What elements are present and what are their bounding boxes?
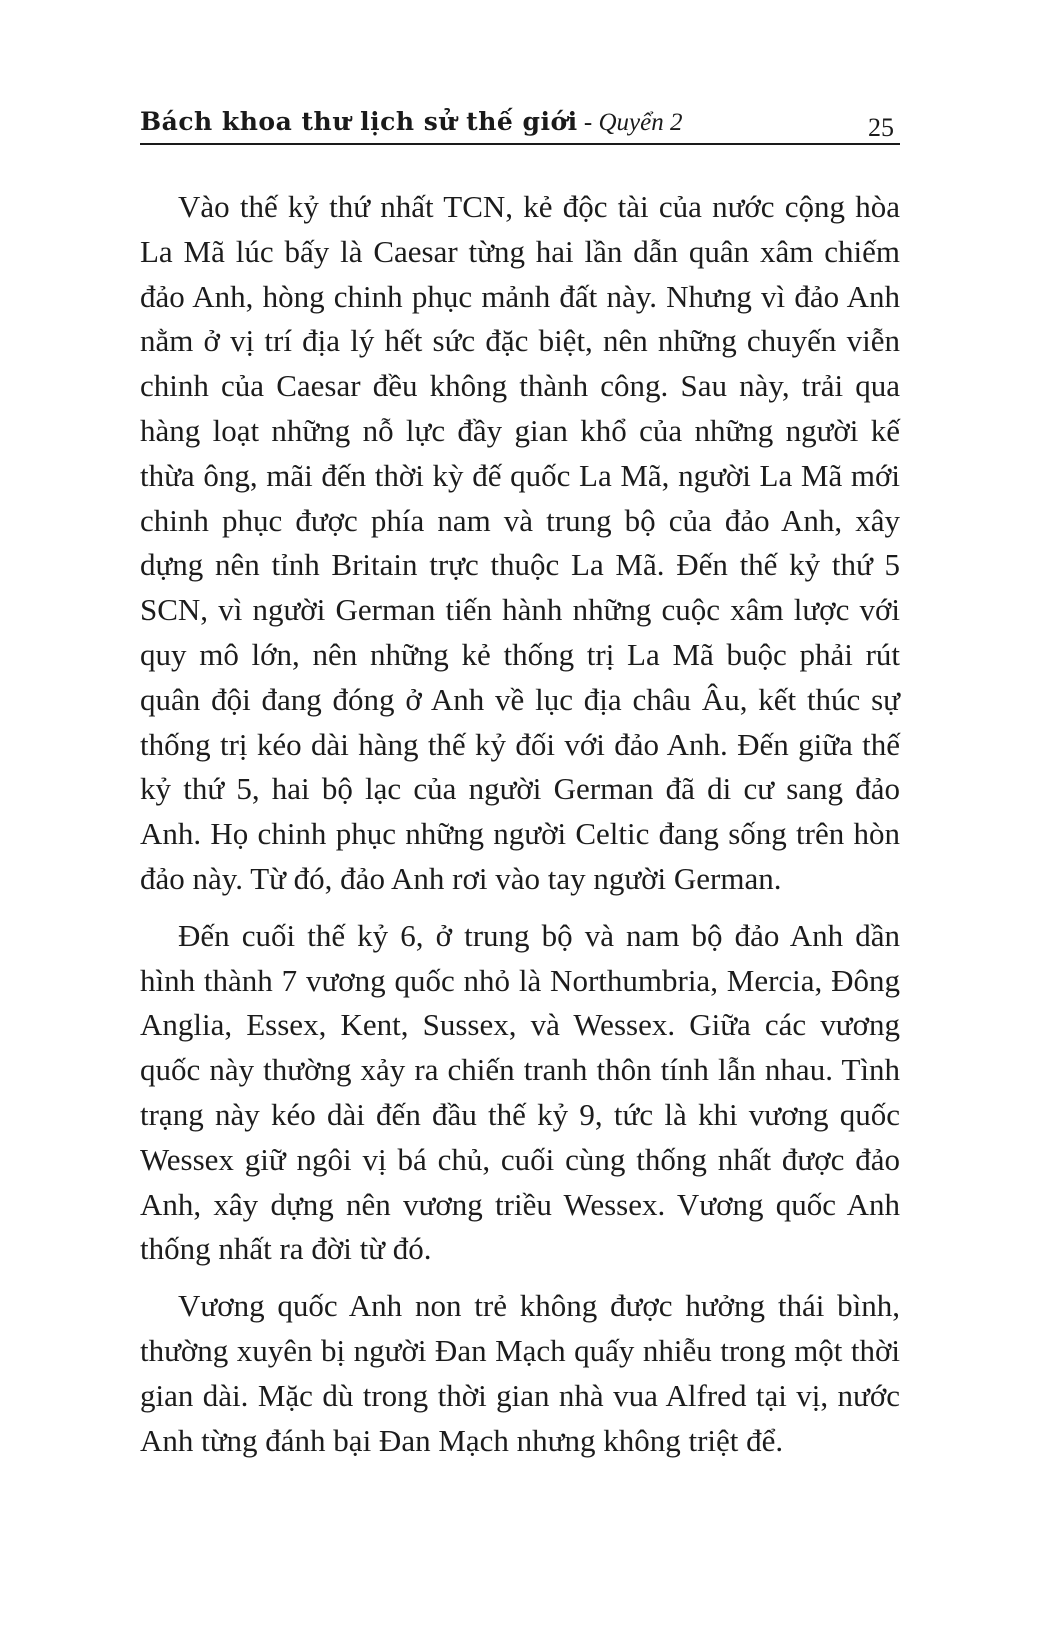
volume-label: Quyển 2 — [598, 109, 683, 136]
page-number: 25 — [868, 113, 894, 142]
body-text — [140, 185, 900, 1475]
paragraph: Đến cuối thế kỷ 6, ở trung bộ và nam bộ đảo Anh dần hình thành 7 vương quốc nhỏ là Northumbria, Mercia, Đông Anglia, Essex, Kent, Sussex, và Wessex. Giữa các vương quốc này thường xảy ra chiến tranh thôn tính lẫn nhau. Tình trạng này kéo dài đến đầu thế kỷ 9, tức là khi vương quốc Wessex giữ ngôi vị bá chủ, cuối cùng thống nhất được đảo Anh, xây dựng nên vương triều Wessex. Vương quốc Anh thống nhất ra đời từ đó. — [140, 917, 900, 1267]
header-separator: - — [577, 109, 599, 136]
book-title — [140, 107, 682, 137]
paragraph: Vương quốc Anh non trẻ không được hưởng thái bình, thường xuyên bị người Đan Mạch quấy nhiễu trong một thời gian dài. Mặc dù trong thời gian nhà vua Alfred tại vị, nước Anh từng đánh bại Đan Mạch nhưng không triệt để. — [140, 1288, 900, 1458]
book-title-text: Bách khoa thư lịch sử thế giới — [140, 107, 578, 136]
paragraph: Vào thế kỷ thứ nhất TCN, kẻ độc tài của nước cộng hòa La Mã lúc bấy là Caesar từng hai lần dẫn quân xâm chiếm đảo Anh, hòng chinh phục mảnh đất này. Nhưng vì đảo Anh nằm ở vị trí địa lý hết sức đặc biệt, nên những chuyến viễn chinh của Caesar đều không thành công. Sau này, trải qua hàng loạt những nỗ lực đầy gian khổ của những người kế thừa ông, mãi đến thời kỳ đế quốc La Mã, người La Mã mới chinh phục được phía nam và trung bộ của đảo Anh, xây dựng nên tỉnh Britain trực thuộc La Mã. Đến thế kỷ thứ 5 SCN, vì người German tiến hành những cuộc xâm lược với quy mô lớn, nên những kẻ thống trị La Mã buộc phải rút quân đội đang đóng ở Anh về lục địa châu Âu, kết thúc sự thống trị kéo dài hàng thế kỷ đối với đảo Anh. Đến giữa thế kỷ thứ 5, hai bộ lạc của người German đã di cư sang đảo Anh. Họ chinh phục những người Celtic đang sống trên hòn đảo này. Từ đó, đảo Anh rơi vào tay người German. — [140, 189, 900, 896]
running-header — [140, 103, 900, 145]
